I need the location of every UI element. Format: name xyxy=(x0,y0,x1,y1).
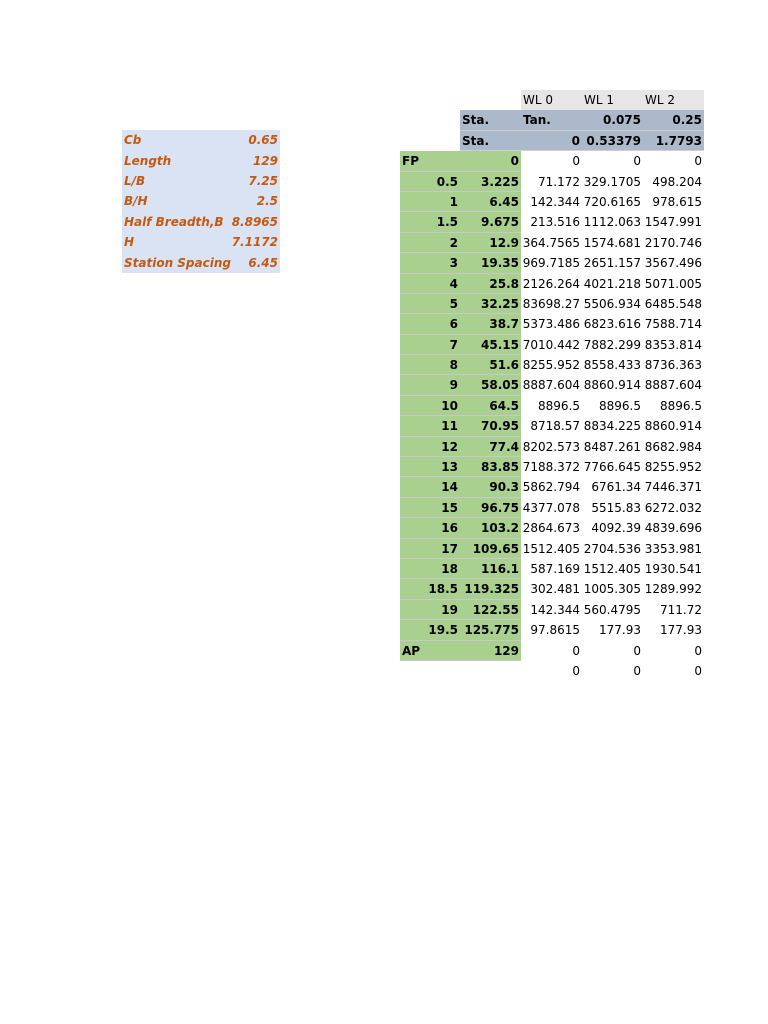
parameters-panel xyxy=(122,130,280,273)
table-row xyxy=(400,539,704,559)
station-distance-cell[interactable]: 90.3 xyxy=(460,477,521,497)
tan-label[interactable]: Tan. xyxy=(521,110,582,130)
wl2-cell[interactable]: 8682.984 xyxy=(644,439,702,454)
station-distance-cell[interactable]: 103.2 xyxy=(460,518,521,538)
param-value[interactable]: 6.45 xyxy=(248,255,278,270)
param-value[interactable]: 0.65 xyxy=(248,133,278,148)
station-cell[interactable]: 10 xyxy=(400,396,460,416)
wl1-cell[interactable]: 8896.5 xyxy=(599,398,641,413)
param-row xyxy=(122,212,280,232)
wl2-cell[interactable]: 1547.991 xyxy=(644,215,702,230)
table-row xyxy=(400,457,704,477)
param-label[interactable]: Length xyxy=(124,153,172,168)
table-row xyxy=(400,192,704,212)
extra-wl1[interactable]: 0 xyxy=(633,663,641,678)
station-distance-cell[interactable]: 119.325 xyxy=(460,579,521,599)
wl1-cell[interactable]: 4021.218 xyxy=(583,276,641,291)
table-row xyxy=(400,559,704,579)
station-distance-cell[interactable]: 51.6 xyxy=(460,355,521,375)
station-cell[interactable]: FP xyxy=(400,151,460,171)
wl1-cell[interactable]: 0 xyxy=(633,643,641,658)
wl2-cell[interactable]: 0 xyxy=(694,643,702,658)
wl0-cell[interactable]: 0 xyxy=(572,643,580,658)
station-cell[interactable]: 18 xyxy=(400,559,460,579)
station-cell[interactable]: 16 xyxy=(400,518,460,538)
station-distance-cell[interactable]: 64.5 xyxy=(460,396,521,416)
station-distance-cell[interactable]: 19.35 xyxy=(460,253,521,273)
station-distance-cell[interactable]: 25.8 xyxy=(460,274,521,294)
param-label[interactable]: Station Spacing xyxy=(124,255,231,270)
station-distance-cell[interactable]: 125.775 xyxy=(460,620,521,640)
param-row xyxy=(122,191,280,211)
param-label[interactable]: H xyxy=(124,235,135,250)
station-cell[interactable]: 6 xyxy=(400,314,460,334)
wl2-cell[interactable]: 0 xyxy=(694,154,702,169)
wl2-cell[interactable]: 2170.746 xyxy=(644,235,702,250)
wl0-cell[interactable]: 142.344 xyxy=(530,194,580,209)
table-row xyxy=(400,314,704,334)
wl1-cell[interactable]: 7766.645 xyxy=(583,460,641,475)
wl0-cell[interactable]: 4377.078 xyxy=(522,500,580,515)
wl2-cell[interactable]: 1930.541 xyxy=(644,561,702,576)
param-label[interactable]: Cb xyxy=(124,133,142,148)
wl1-cell[interactable]: 1512.405 xyxy=(583,561,641,576)
wl2-cell[interactable]: 7446.371 xyxy=(644,480,702,495)
wl2-cell[interactable]: 8353.814 xyxy=(644,337,702,352)
station-cell[interactable]: 12 xyxy=(400,437,460,457)
station-distance-cell[interactable]: 70.95 xyxy=(460,416,521,436)
wl2-cell[interactable]: 3353.981 xyxy=(644,541,702,556)
table-row xyxy=(400,600,704,620)
table-body xyxy=(400,151,704,661)
station-cell[interactable]: 15 xyxy=(400,498,460,518)
wl1-cell[interactable]: 0 xyxy=(633,154,641,169)
wl2-cell[interactable]: 711.72 xyxy=(660,602,702,617)
sta-row xyxy=(400,131,704,151)
param-value[interactable]: 7.25 xyxy=(248,173,278,188)
param-label[interactable]: B/H xyxy=(124,194,148,209)
station-distance-cell[interactable]: 116.1 xyxy=(460,559,521,579)
wl0-cell[interactable]: 1512.405 xyxy=(522,541,580,556)
table-row xyxy=(400,151,704,171)
wl1-cell[interactable]: 1005.305 xyxy=(583,582,641,597)
table-row xyxy=(400,212,704,232)
station-distance-cell[interactable]: 9.675 xyxy=(460,212,521,232)
station-distance-cell[interactable]: 122.55 xyxy=(460,600,521,620)
wl2-cell[interactable]: 6485.548 xyxy=(644,296,702,311)
station-cell[interactable]: 5 xyxy=(400,294,460,314)
wl0-cell[interactable]: 8896.5 xyxy=(538,398,580,413)
table-row xyxy=(400,274,704,294)
wl2-cell[interactable]: 8896.5 xyxy=(660,398,702,413)
station-cell[interactable]: 13 xyxy=(400,457,460,477)
wl-header-0[interactable]: WL 0 xyxy=(521,90,582,110)
tan-value-wl1[interactable]: 0.075 xyxy=(582,110,643,130)
wl2-cell[interactable]: 177.93 xyxy=(660,623,702,638)
wl1-cell[interactable]: 720.6165 xyxy=(583,194,641,209)
station-distance-cell[interactable]: 77.4 xyxy=(460,437,521,457)
station-distance-cell[interactable]: 0 xyxy=(460,151,521,171)
wl0-cell[interactable]: 83698.27 xyxy=(522,296,580,311)
sta-row-label[interactable]: Sta. xyxy=(460,131,521,151)
wl0-cell[interactable]: 969.7185 xyxy=(522,256,580,271)
table-row xyxy=(400,477,704,497)
wl0-cell[interactable]: 302.481 xyxy=(530,582,580,597)
wl1-cell[interactable]: 177.93 xyxy=(599,623,641,638)
station-distance-cell[interactable]: 45.15 xyxy=(460,335,521,355)
station-cell[interactable]: AP xyxy=(400,641,460,661)
wl1-cell[interactable]: 1112.063 xyxy=(583,215,641,230)
wl0-cell[interactable]: 5373.486 xyxy=(522,317,580,332)
station-distance-cell[interactable]: 12.9 xyxy=(460,233,521,253)
wl0-cell[interactable]: 587.169 xyxy=(530,561,580,576)
sta-value-wl0[interactable]: 0 xyxy=(521,131,582,151)
station-distance-cell[interactable]: 38.7 xyxy=(460,314,521,334)
wl1-cell[interactable]: 560.4795 xyxy=(583,602,641,617)
table-row xyxy=(400,620,704,640)
station-cell[interactable]: 7 xyxy=(400,335,460,355)
table-row xyxy=(400,172,704,192)
wl1-cell[interactable]: 5515.83 xyxy=(591,500,641,515)
wl2-cell[interactable]: 1289.992 xyxy=(644,582,702,597)
table-row xyxy=(400,498,704,518)
extra-wl0[interactable]: 0 xyxy=(572,663,580,678)
wl1-cell[interactable]: 8558.433 xyxy=(583,358,641,373)
wl0-cell[interactable]: 8887.604 xyxy=(522,378,580,393)
table-row xyxy=(400,294,704,314)
param-label[interactable]: Half Breadth,B xyxy=(124,214,224,229)
wl2-cell[interactable]: 978.615 xyxy=(652,194,702,209)
station-cell[interactable]: 9 xyxy=(400,375,460,395)
wl2-cell[interactable]: 3567.496 xyxy=(644,256,702,271)
wl0-cell[interactable]: 7188.372 xyxy=(522,460,580,475)
wl0-cell[interactable]: 71.172 xyxy=(538,174,580,189)
station-cell[interactable]: 4 xyxy=(400,274,460,294)
station-cell[interactable]: 0.5 xyxy=(400,172,460,192)
station-distance-cell[interactable]: 109.65 xyxy=(460,539,521,559)
station-distance-cell[interactable]: 129 xyxy=(460,641,521,661)
station-cell[interactable]: 14 xyxy=(400,477,460,497)
wl1-cell[interactable]: 6823.616 xyxy=(583,317,641,332)
table-row xyxy=(400,579,704,599)
param-value[interactable]: 7.1172 xyxy=(231,235,278,250)
tan-row xyxy=(400,110,704,130)
table-row xyxy=(400,375,704,395)
table-row xyxy=(400,437,704,457)
station-cell[interactable]: 2 xyxy=(400,233,460,253)
station-distance-cell[interactable]: 32.25 xyxy=(460,294,521,314)
station-cell[interactable]: 3 xyxy=(400,253,460,273)
param-row xyxy=(122,130,280,150)
wl1-cell[interactable]: 329.1705 xyxy=(583,174,641,189)
station-cell[interactable]: 17 xyxy=(400,539,460,559)
wl-header-row xyxy=(400,90,704,110)
table-row xyxy=(400,233,704,253)
wl2-cell[interactable]: 6272.032 xyxy=(644,500,702,515)
wl0-cell[interactable]: 8718.57 xyxy=(530,419,580,434)
wl0-cell[interactable]: 364.7565 xyxy=(522,235,580,250)
table-row xyxy=(400,416,704,436)
station-distance-cell[interactable]: 3.225 xyxy=(460,172,521,192)
param-row xyxy=(122,232,280,252)
wl1-cell[interactable]: 2651.157 xyxy=(583,256,641,271)
param-row xyxy=(122,150,280,170)
wl2-cell[interactable]: 8860.914 xyxy=(644,419,702,434)
station-cell[interactable]: 19 xyxy=(400,600,460,620)
param-label[interactable]: L/B xyxy=(124,173,146,188)
param-value[interactable]: 8.8965 xyxy=(231,214,278,229)
wl1-cell[interactable]: 6761.34 xyxy=(591,480,641,495)
station-cell[interactable]: 1 xyxy=(400,192,460,212)
station-distance-cell[interactable]: 6.45 xyxy=(460,192,521,212)
wl2-cell[interactable]: 7588.714 xyxy=(644,317,702,332)
wl2-cell[interactable]: 8887.604 xyxy=(644,378,702,393)
table-row xyxy=(400,355,704,375)
offsets-table xyxy=(400,90,704,681)
station-cell[interactable]: 11 xyxy=(400,416,460,436)
tan-value-wl2[interactable]: 0.25 xyxy=(643,110,704,130)
table-row xyxy=(400,641,704,661)
wl-header-2[interactable]: WL 2 xyxy=(643,90,704,110)
wl2-cell[interactable]: 4839.696 xyxy=(644,521,702,536)
wl1-cell[interactable]: 8487.261 xyxy=(583,439,641,454)
tan-row-sta-label[interactable]: Sta. xyxy=(460,110,521,130)
wl0-cell[interactable]: 8255.952 xyxy=(522,358,580,373)
wl2-cell[interactable]: 498.204 xyxy=(652,174,702,189)
wl1-cell[interactable]: 8834.225 xyxy=(583,419,641,434)
wl1-cell[interactable]: 2704.536 xyxy=(583,541,641,556)
wl1-cell[interactable]: 8860.914 xyxy=(583,378,641,393)
station-cell[interactable]: 8 xyxy=(400,355,460,375)
extra-wl2[interactable]: 0 xyxy=(694,663,702,678)
wl0-cell[interactable]: 213.516 xyxy=(530,215,580,230)
wl0-cell[interactable]: 97.8615 xyxy=(530,623,580,638)
wl0-cell[interactable]: 142.344 xyxy=(530,602,580,617)
wl0-cell[interactable]: 8202.573 xyxy=(522,439,580,454)
param-row xyxy=(122,252,280,272)
wl0-cell[interactable]: 2864.673 xyxy=(522,521,580,536)
station-distance-cell[interactable]: 96.75 xyxy=(460,498,521,518)
wl0-cell[interactable]: 7010.442 xyxy=(522,337,580,352)
sta-value-wl1[interactable]: 0.53379 xyxy=(582,131,643,151)
extra-row xyxy=(400,661,704,681)
wl2-cell[interactable]: 8736.363 xyxy=(644,358,702,373)
blank-cell[interactable] xyxy=(460,90,521,110)
param-value[interactable]: 2.5 xyxy=(256,194,278,209)
wl2-cell[interactable]: 5071.005 xyxy=(644,276,702,291)
wl1-cell[interactable]: 5506.934 xyxy=(583,296,641,311)
wl1-cell[interactable]: 4092.39 xyxy=(591,521,641,536)
wl0-cell[interactable]: 5862.794 xyxy=(522,480,580,495)
param-row xyxy=(122,171,280,191)
table-row xyxy=(400,396,704,416)
station-cell[interactable]: 18.5 xyxy=(400,579,460,599)
wl1-cell[interactable]: 7882.299 xyxy=(583,337,641,352)
station-distance-cell[interactable]: 83.85 xyxy=(460,457,521,477)
wl1-cell[interactable]: 1574.681 xyxy=(583,235,641,250)
sta-value-wl2[interactable]: 1.7793 xyxy=(643,131,704,151)
wl0-cell[interactable]: 0 xyxy=(572,154,580,169)
wl-header-1[interactable]: WL 1 xyxy=(582,90,643,110)
station-distance-cell[interactable]: 58.05 xyxy=(460,375,521,395)
table-row xyxy=(400,518,704,538)
param-value[interactable]: 129 xyxy=(252,153,278,168)
table-row xyxy=(400,335,704,355)
wl2-cell[interactable]: 8255.952 xyxy=(644,460,702,475)
wl0-cell[interactable]: 2126.264 xyxy=(522,276,580,291)
table-row xyxy=(400,253,704,273)
station-cell[interactable]: 1.5 xyxy=(400,212,460,232)
station-cell[interactable]: 19.5 xyxy=(400,620,460,640)
